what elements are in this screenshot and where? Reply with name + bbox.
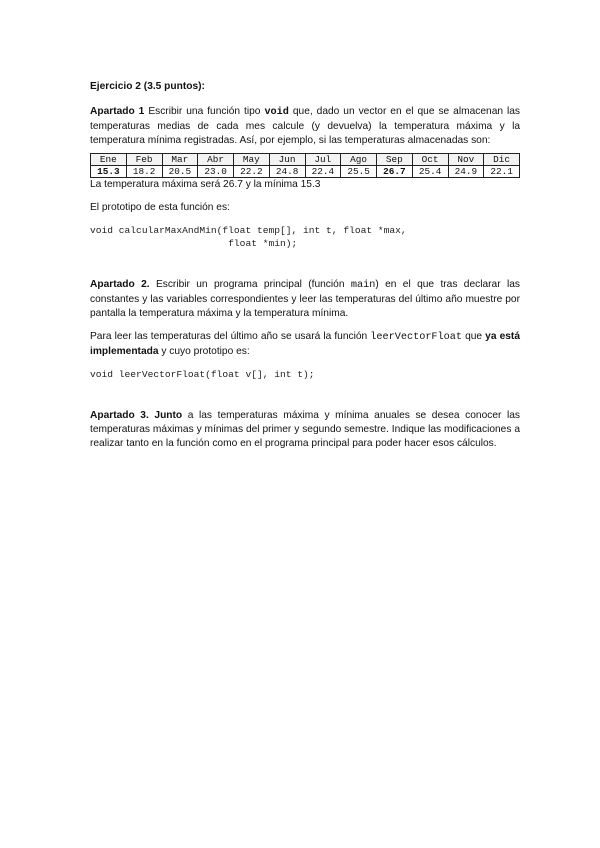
month-cell: Ago (341, 154, 377, 166)
value-cell: 22.2 (234, 166, 270, 178)
value-cell: 18.2 (126, 166, 162, 178)
value-cell: 24.8 (269, 166, 305, 178)
value-cell: 25.5 (341, 166, 377, 178)
part3-label: Apartado 3. (90, 410, 149, 421)
value-cell: 20.5 (162, 166, 198, 178)
month-cell: Feb (126, 154, 162, 166)
value-cell: 25.4 (412, 166, 448, 178)
part1-keyword: void (264, 107, 289, 118)
result-sentence: La temperatura máxima será 26.7 y la mínima 15.3 (90, 179, 321, 190)
part2-text-b: ) en el que tras declarar las constantes y las variables correspondientes y leer las temperaturas del último año muestre por pantalla la temperatura máxima y la temperatura mínima. (90, 279, 520, 319)
prototype-code-line2: float *min); (90, 238, 298, 249)
part1-label: Apartado 1 (90, 106, 145, 117)
value-cell: 23.0 (198, 166, 234, 178)
month-cell: Jul (305, 154, 341, 166)
prototype-code-line1: void calcularMaxAndMin(float temp[], int t, float *max, (90, 225, 407, 236)
exercise-page (90, 80, 520, 451)
part1-paragraph (90, 105, 520, 148)
temperature-table (90, 153, 520, 178)
part2-keyword: main (350, 280, 376, 291)
month-row (91, 154, 520, 166)
read-note-function-name: leerVectorFloat (370, 332, 462, 343)
prototype-intro: El prototipo de esta función es: (90, 202, 230, 213)
part1-text-a: Escribir una función tipo (144, 106, 265, 117)
month-cell: Jun (269, 154, 305, 166)
part2-paragraph (90, 278, 520, 321)
part3-bold-word: Junto (148, 410, 183, 421)
month-cell: Abr (198, 154, 234, 166)
part3-paragraph (90, 409, 520, 451)
part2-text-a: Escribir un programa principal (función (149, 279, 351, 290)
month-cell: Sep (377, 154, 413, 166)
month-cell: May (234, 154, 270, 166)
read-note-text-a: Para leer las temperaturas del último año se usará la función (90, 331, 371, 342)
read-note-bold: ya está implementada (90, 331, 520, 357)
month-cell: Mar (162, 154, 198, 166)
part2-label: Apartado 2. (90, 279, 150, 290)
exercise-title: Ejercicio 2 (3.5 puntos): (90, 81, 205, 92)
value-cell: 22.4 (305, 166, 341, 178)
month-cell: Ene (91, 154, 127, 166)
part1-text-b: que, dado un vector en el que se almacenan las temperaturas medias de cada mes calcule (y devuelva) la temperatura máxima y la temperatura mínima registradas. Así, por ejemplo, si las temperaturas almacenadas son: (90, 106, 521, 146)
value-cell: 26.7 (377, 166, 413, 178)
month-cell: Dic (484, 154, 520, 166)
read-note-text-c: y cuyo prototipo es: (158, 346, 250, 357)
value-row (91, 166, 520, 178)
value-cell: 15.3 (91, 166, 127, 178)
month-cell: Nov (448, 154, 484, 166)
month-cell: Oct (412, 154, 448, 166)
read-note-paragraph (90, 330, 520, 359)
read-prototype-code: void leerVectorFloat(float v[], int t); (90, 369, 315, 380)
part3-text: a las temperaturas máxima y mínima anuales se desea conocer las temperaturas máximas y mínimas del primer y segundo semestre. Indique las modificaciones a realizar tanto en la función como en el programa principal para poder hacer esos cálculos. (90, 410, 521, 449)
value-cell: 24.9 (448, 166, 484, 178)
value-cell: 22.1 (484, 166, 520, 178)
read-note-text-b: que (462, 331, 486, 342)
